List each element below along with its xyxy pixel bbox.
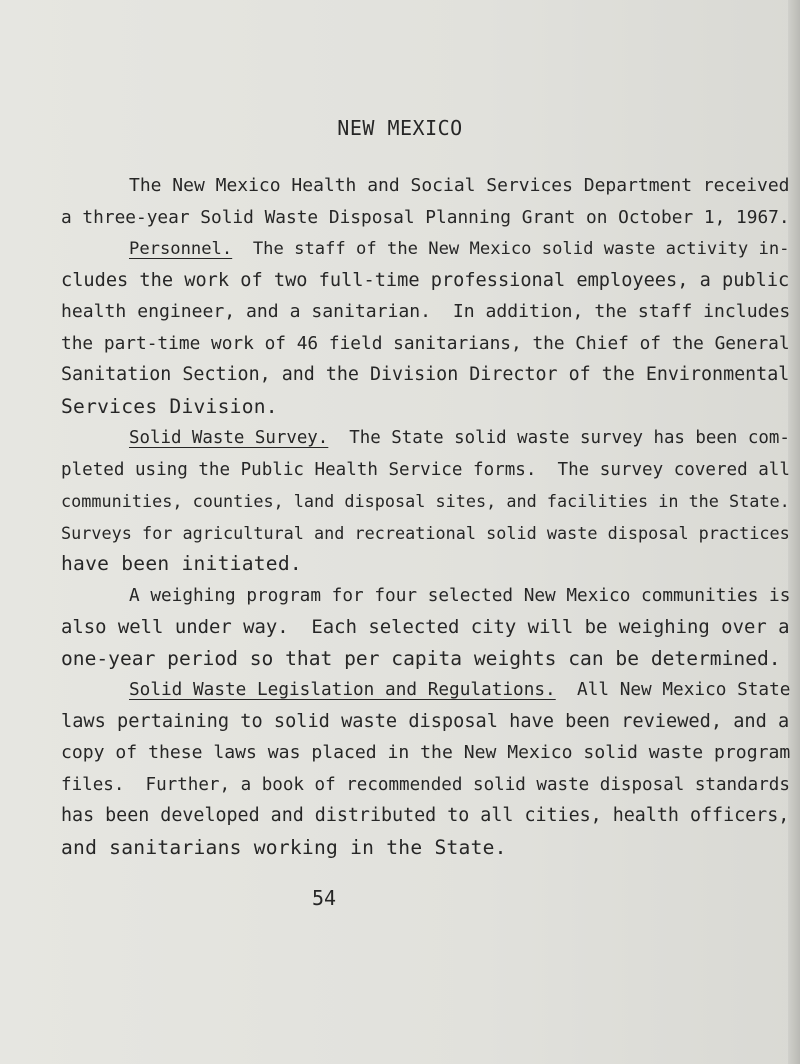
p3-line1 — [129, 426, 790, 450]
p5-line6: and sanitarians working in the State. — [61, 835, 507, 859]
p3-line4: Surveys for agricultural and recreational solid waste disposal practices — [61, 522, 790, 543]
p2-line1-text: The staff of the New Mexico solid waste activity in- — [232, 239, 790, 259]
p4-line2: also well under way. Each selected city will be weighing over a — [61, 616, 790, 638]
p3-line5: have been initiated. — [61, 552, 302, 575]
p3-line2: pleted using the Public Health Service forms. The survey covered all — [61, 459, 790, 480]
p5-line4: files. Further, a book of recommended solid waste disposal standards — [61, 774, 790, 795]
p5-line2: laws pertaining to solid waste disposal have been reviewed, and a — [61, 710, 790, 732]
legislation-heading: Solid Waste Legislation and Regulations. — [129, 680, 556, 700]
p5-line1-text: All New Mexico State — [555, 680, 791, 700]
page-heading: NEW MEXICO — [337, 116, 463, 140]
p3-line3: communities, counties, land disposal sites, and facilities in the State. — [61, 491, 790, 511]
p4-line1: A weighing program for four selected New Mexico communities is — [129, 585, 791, 606]
p5-line3: copy of these laws was placed in the New Mexico solid waste program — [61, 742, 791, 763]
p2-line5: Sanitation Section, and the Division Director of the Environmental — [61, 364, 790, 385]
p5-line5: has been developed and distributed to all cities, health officers, — [61, 805, 790, 826]
p5-line1 — [129, 678, 790, 702]
survey-heading: Solid Waste Survey. — [129, 428, 329, 448]
p2-line6: Services Division. — [61, 394, 278, 418]
p3-line1-text: The State solid waste survey has been com- — [328, 428, 790, 448]
page-number: 54 — [312, 885, 337, 910]
p2-line3: health engineer, and a sanitarian. In addition, the staff includes — [61, 301, 791, 322]
p2-line4: the part-time work of 46 field sanitarians, the Chief of the General — [61, 332, 790, 354]
p2-line2: cludes the work of two full-time professional employees, a public — [61, 269, 790, 291]
p4-line3: one-year period so that per capita weights can be determined. — [61, 646, 781, 670]
p1-line2: a three-year Solid Waste Disposal Planning Grant on October 1, 1967. — [61, 206, 790, 228]
personnel-heading: Personnel. — [129, 239, 233, 259]
p2-line1 — [129, 237, 789, 261]
page-edge-shadow — [788, 0, 800, 1064]
p1-line1: The New Mexico Health and Social Services Department received — [129, 175, 790, 196]
